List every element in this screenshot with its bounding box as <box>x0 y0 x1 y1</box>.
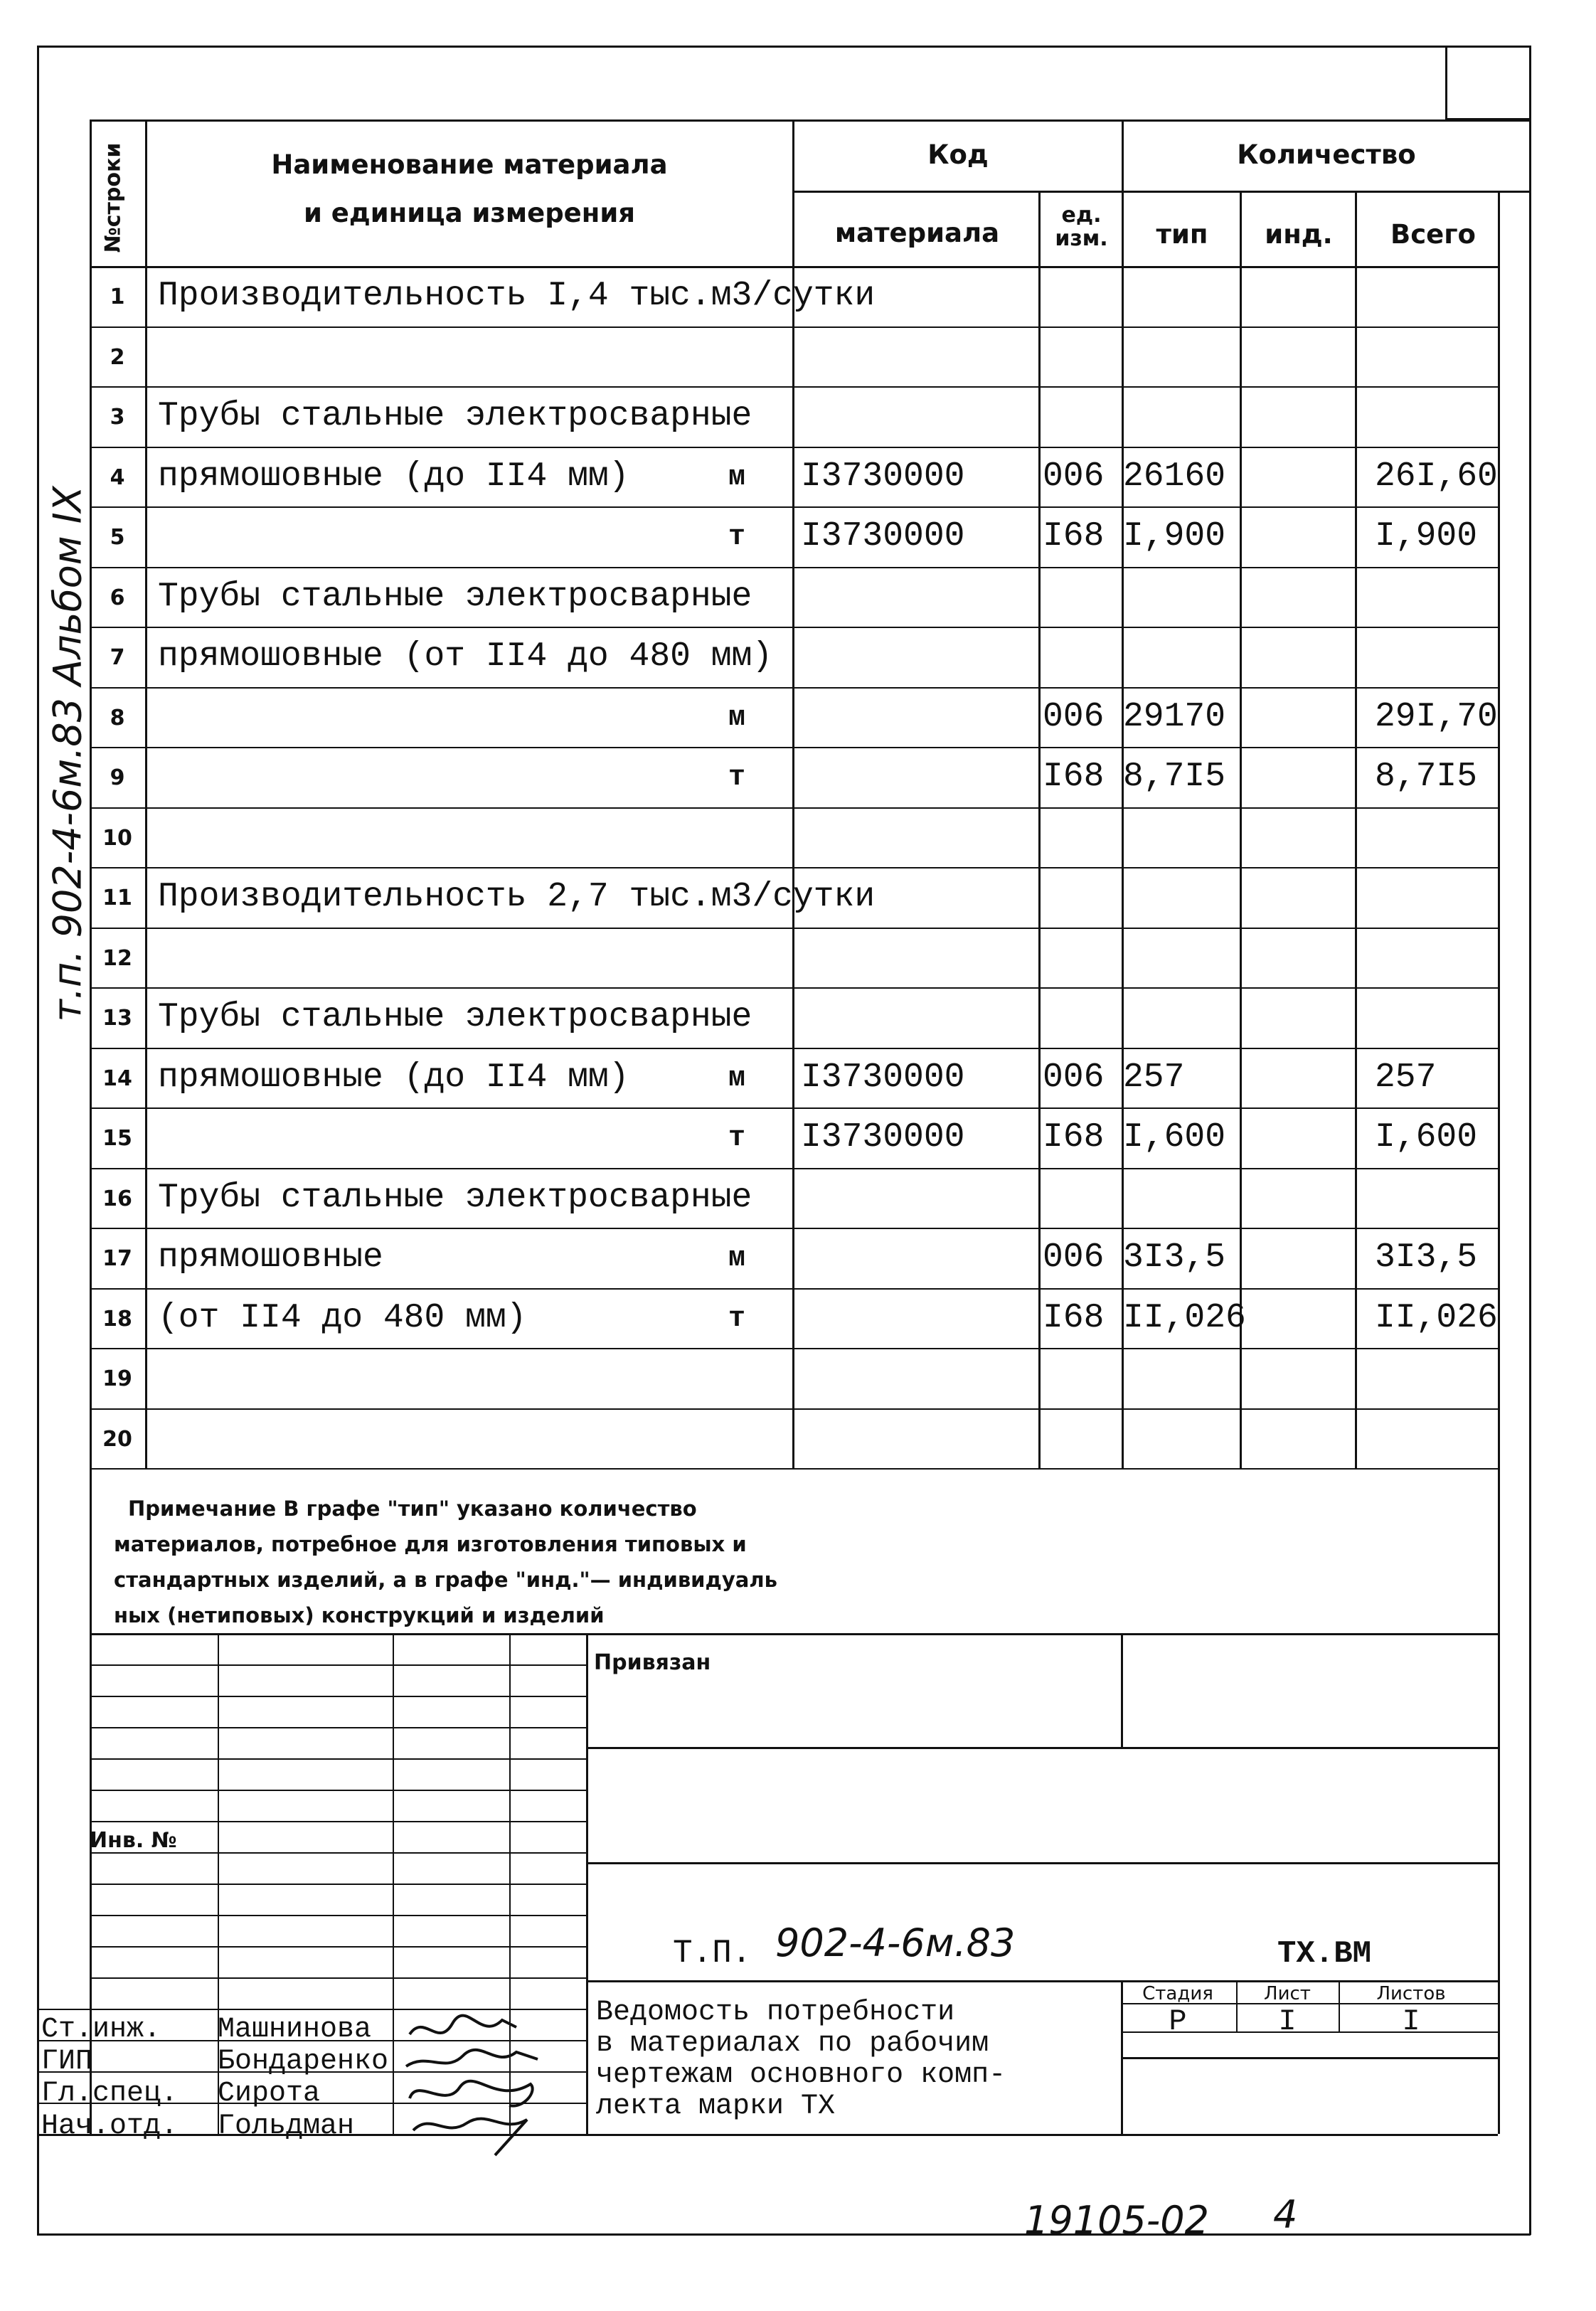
row-name: прямошовные (от II4 до 480 мм) <box>158 637 773 676</box>
row-number: 17 <box>102 1246 132 1271</box>
row-name: Производительность 2,7 тыс.м3/сутки <box>158 878 876 916</box>
signer-role: Ст.инж. <box>41 2014 161 2046</box>
stamp-row-line <box>90 1758 586 1760</box>
stamp-row-line <box>90 1696 586 1697</box>
inv-no-label: Инв. № <box>90 1828 177 1853</box>
row-name: Трубы стальные электросварные <box>158 397 752 435</box>
stamp-row-line <box>90 1664 586 1666</box>
doc-title-line4: лекта марки ТХ <box>596 2090 836 2123</box>
row-qty-type: 8,7I5 <box>1123 758 1226 796</box>
frame-top <box>37 46 1531 48</box>
signer-name: Бондаренко <box>218 2046 389 2078</box>
row-unit: м <box>728 461 746 494</box>
row-qty-type: 257 <box>1123 1058 1185 1097</box>
doc-title-line1: Ведомость потребности <box>596 1997 955 2029</box>
signature-scribble <box>413 2119 527 2155</box>
header-qty-ind: инд. <box>1265 219 1333 250</box>
row-number: 8 <box>110 705 125 731</box>
col-line <box>1038 191 1041 1468</box>
stamp-row-line <box>1121 2057 1498 2059</box>
stage-value: Р <box>1169 2004 1187 2039</box>
row-material-code: I3730000 <box>801 517 965 556</box>
col-line <box>145 119 147 1468</box>
signer-role: ГИП <box>41 2046 93 2078</box>
signature-scribble <box>410 2016 516 2034</box>
row-number: 4 <box>110 464 125 490</box>
note-line4: ных (нетиповых) конструкций и изделий <box>114 1603 605 1627</box>
stamp-col-line <box>1121 1633 1123 1747</box>
row-number: 16 <box>102 1186 132 1211</box>
row-unit: т <box>728 762 746 794</box>
col-line <box>1498 1468 1500 2134</box>
doc-title-line3: чертежам основного комп- <box>596 2059 1006 2091</box>
col-line <box>1240 191 1242 1468</box>
header-name-line2: и единица измерения <box>303 198 636 228</box>
privyazan-label: Привязан <box>594 1650 711 1675</box>
header-top-line <box>90 119 1531 122</box>
signature-scribble <box>410 2081 533 2106</box>
row-material-code: I3730000 <box>801 1058 965 1097</box>
signer-name: Сирота <box>218 2078 321 2110</box>
header-code-material: материала <box>834 218 1000 248</box>
row-unit-code: 006 <box>1043 697 1105 736</box>
header-name-line1: Наименование материала <box>271 149 668 180</box>
sheet-value: I <box>1278 2004 1297 2039</box>
row-name: Трубы стальные электросварные <box>158 1178 752 1217</box>
doc-code-handwritten: 902-4-6м.83 <box>775 1920 1016 1965</box>
row-unit-code: I68 <box>1043 758 1105 796</box>
doc-code-prefix: Т.П. <box>673 1935 752 1972</box>
row-number: 6 <box>110 585 125 610</box>
row-number: 3 <box>110 405 125 430</box>
row-number: 18 <box>102 1306 132 1332</box>
row-name: Производительность I,4 тыс.м3/сутки <box>158 277 876 315</box>
row-unit: т <box>728 1302 746 1335</box>
sheet-label: Лист <box>1264 1983 1311 2004</box>
row-number: 20 <box>102 1426 132 1452</box>
sheets-label: Листов <box>1376 1983 1446 2004</box>
row-number: 14 <box>102 1066 132 1091</box>
signer-name: Машнинова <box>218 2014 372 2046</box>
col-line <box>792 119 794 1468</box>
row-qty-total: 257 <box>1375 1058 1437 1097</box>
stamp-row-line <box>90 1821 586 1822</box>
row-qty-total: 3I3,5 <box>1375 1238 1478 1277</box>
row-qty-total: 26I,60 <box>1375 457 1498 496</box>
header-row-number: №строки <box>100 142 126 253</box>
note-line2: материалов, потребное для изготовления типовых и <box>114 1532 747 1556</box>
stamp-row-line <box>586 1747 1498 1749</box>
row-qty-total: 8,7I5 <box>1375 758 1478 796</box>
row-number: 10 <box>102 825 132 851</box>
col-line <box>1498 191 1500 1468</box>
signature-scribble <box>406 2050 538 2066</box>
row-number: 13 <box>102 1006 132 1031</box>
header-mid-line <box>792 191 1531 193</box>
row-qty-type: II,026 <box>1123 1298 1246 1337</box>
row-number: 9 <box>110 765 125 790</box>
footer-page: 4 <box>1273 2192 1298 2237</box>
stamp-row-line <box>90 1884 586 1885</box>
row-qty-type: 3I3,5 <box>1123 1238 1226 1277</box>
margin-handwriting: т.п. 902-4-6м.83 Альбом IX <box>45 486 90 1022</box>
row-name: Трубы стальные электросварные <box>158 577 752 616</box>
row-qty-total: 29I,70 <box>1375 697 1498 736</box>
signer-name: Гольдман <box>218 2110 355 2142</box>
row-name: Трубы стальные электросварные <box>158 998 752 1036</box>
row-number: 19 <box>102 1366 132 1391</box>
frame-right <box>1529 46 1531 2235</box>
signer-role: Нач.отд. <box>41 2110 179 2142</box>
row-number: 5 <box>110 525 125 550</box>
row-qty-total: I,900 <box>1375 517 1478 556</box>
row-qty-type: I,900 <box>1123 517 1226 556</box>
frame-left <box>37 46 39 2235</box>
row-name: (от II4 до 480 мм) <box>158 1298 527 1337</box>
col-line <box>1355 191 1357 1468</box>
signatures <box>395 1985 552 2169</box>
row-unit: т <box>728 521 746 553</box>
stamp-row-line <box>586 1862 1498 1864</box>
row-material-code: I3730000 <box>801 457 965 496</box>
stamp-col-line <box>393 1633 394 2134</box>
note-bottom-line <box>90 1633 1498 1635</box>
doc-title-line2: в материалах по рабочим <box>596 2028 989 2060</box>
row-name: прямошовные (до II4 мм) <box>158 1058 629 1097</box>
row-qty-type: I,600 <box>1123 1118 1226 1157</box>
stamp-row-line <box>586 1980 1498 1982</box>
row-unit-code: 006 <box>1043 1238 1105 1277</box>
header-qty-type: тип <box>1156 219 1208 250</box>
row-number: 15 <box>102 1126 132 1151</box>
doc-mark: ТХ.ВМ <box>1277 1936 1372 1972</box>
row-unit: т <box>728 1122 746 1154</box>
row-unit-code: I68 <box>1043 517 1105 556</box>
row-unit: м <box>728 1243 746 1275</box>
row-unit: м <box>728 701 746 734</box>
sheets-value: I <box>1402 2004 1420 2039</box>
row-number: 2 <box>110 344 125 370</box>
row-unit-code: 006 <box>1043 1058 1105 1097</box>
stamp-row-line <box>90 1946 586 1948</box>
frame-bottom <box>37 2233 1531 2236</box>
row-unit-code: 006 <box>1043 457 1105 496</box>
stage-label: Стадия <box>1142 1983 1213 2004</box>
row-line <box>90 1468 1498 1470</box>
col-line <box>1529 119 1531 198</box>
row-number: 7 <box>110 645 125 670</box>
stamp-row-line <box>90 1790 586 1791</box>
row-qty-total: I,600 <box>1375 1118 1478 1157</box>
footer-number: 19105-02 <box>1024 2198 1209 2243</box>
row-name: прямошовные <box>158 1238 383 1277</box>
header-quantity: Количество <box>1237 139 1416 170</box>
note-line3: стандартных изделий, а в графе "инд."— индивидуаль <box>114 1568 777 1592</box>
header-code: Код <box>927 139 989 170</box>
row-name: прямошовные (до II4 мм) <box>158 457 629 496</box>
signer-role: Гл.спец. <box>41 2078 179 2110</box>
row-unit: м <box>728 1062 746 1095</box>
row-qty-type: 29170 <box>1123 697 1226 736</box>
row-unit-code: I68 <box>1043 1118 1105 1157</box>
row-qty-type: 26160 <box>1123 457 1226 496</box>
row-unit-code: I68 <box>1043 1298 1105 1337</box>
stamp-col-line <box>586 1633 588 2134</box>
row-qty-total: II,026 <box>1375 1298 1498 1337</box>
corner-box-left <box>1445 46 1447 119</box>
header-code-unit: ед. изм. <box>1055 203 1108 251</box>
stamp-row-line <box>90 1915 586 1916</box>
row-material-code: I3730000 <box>801 1118 965 1157</box>
row-number: 12 <box>102 945 132 971</box>
note-line1: Примечание В графе "тип" указано количество <box>128 1497 697 1521</box>
row-number: 11 <box>102 886 132 910</box>
stamp-row-line <box>90 1977 586 1979</box>
row-number: 1 <box>110 285 125 309</box>
stamp-row-line <box>90 1727 586 1728</box>
header-qty-total: Всего <box>1390 219 1476 250</box>
